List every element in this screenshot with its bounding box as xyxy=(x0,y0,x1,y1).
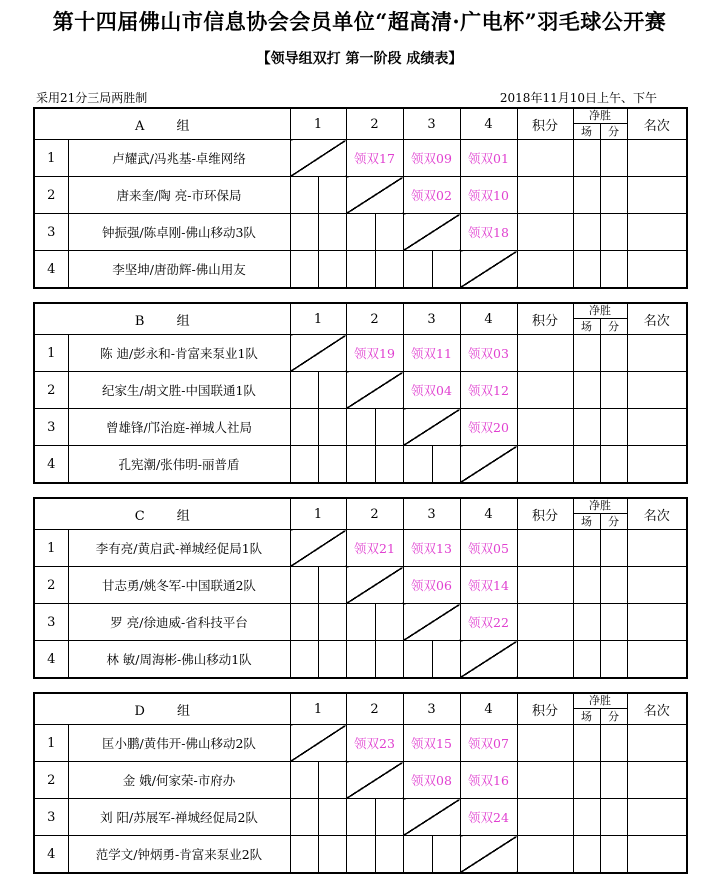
match-cell: 领双03 xyxy=(460,335,517,372)
group-name: D 组 xyxy=(34,693,290,725)
diagonal-cell xyxy=(460,446,517,484)
net-point-cell xyxy=(600,335,627,372)
net-game-cell xyxy=(573,446,600,484)
score-header: 积分 xyxy=(517,108,573,140)
diagonal-cell xyxy=(403,799,460,836)
col-header-1: 1 xyxy=(290,303,346,335)
row-number: 2 xyxy=(34,567,68,604)
page-subtitle: 【领导组双打 第一阶段 成绩表】 xyxy=(256,51,463,67)
split-cell xyxy=(290,372,346,409)
match-cell: 领双24 xyxy=(460,799,517,836)
net-game-cell xyxy=(573,762,600,799)
team-name: 金 娥/何家荣-市府办 xyxy=(68,762,290,799)
team-name: 罗 亮/徐迪威-省科技平台 xyxy=(68,604,290,641)
diagonal-cell xyxy=(403,214,460,251)
match-cell: 领双04 xyxy=(403,372,460,409)
team-name: 钟振强/陈卓刚-佛山移动3队 xyxy=(68,214,290,251)
net-point-label: 分 xyxy=(608,515,619,528)
col-header-4: 4 xyxy=(460,108,517,140)
diagonal-cell xyxy=(290,335,346,372)
rank-cell xyxy=(627,409,687,446)
row-number: 3 xyxy=(34,214,68,251)
net-point-cell xyxy=(600,762,627,799)
net-point-cell xyxy=(600,409,627,446)
rank-cell xyxy=(627,446,687,484)
table-row xyxy=(34,177,687,214)
rank-cell xyxy=(627,762,687,799)
table-row xyxy=(34,799,687,836)
rank-header: 名次 xyxy=(627,303,687,335)
row-number: 1 xyxy=(34,335,68,372)
net-win-label: 净胜 xyxy=(574,694,627,709)
diagonal-cell xyxy=(290,725,346,762)
rank-cell xyxy=(627,567,687,604)
score-cell xyxy=(517,641,573,679)
row-number: 4 xyxy=(34,836,68,874)
col-header-1: 1 xyxy=(290,693,346,725)
split-cell xyxy=(403,836,460,874)
row-number: 4 xyxy=(34,251,68,289)
split-cell xyxy=(290,214,346,251)
score-header: 积分 xyxy=(517,498,573,530)
rank-cell xyxy=(627,836,687,874)
net-point-cell xyxy=(600,530,627,567)
net-game-cell xyxy=(573,725,600,762)
col-header-2: 2 xyxy=(346,303,403,335)
table-row xyxy=(34,567,687,604)
score-cell xyxy=(517,177,573,214)
match-cell: 领双07 xyxy=(460,725,517,762)
score-header: 积分 xyxy=(517,303,573,335)
team-name: 范学文/钟炳勇-肯富来泵业2队 xyxy=(68,836,290,874)
net-game-cell xyxy=(573,567,600,604)
net-game-cell xyxy=(573,641,600,679)
row-number: 2 xyxy=(34,372,68,409)
net-point-cell xyxy=(600,725,627,762)
table-row xyxy=(34,335,687,372)
match-cell: 领双20 xyxy=(460,409,517,446)
net-win-header xyxy=(573,498,627,530)
net-game-cell xyxy=(573,177,600,214)
score-header: 积分 xyxy=(517,693,573,725)
score-cell xyxy=(517,446,573,484)
table-row xyxy=(34,214,687,251)
score-cell xyxy=(517,251,573,289)
diagonal-cell xyxy=(460,836,517,874)
split-cell xyxy=(403,641,460,679)
diagonal-cell xyxy=(346,762,403,799)
col-header-4: 4 xyxy=(460,303,517,335)
rank-header: 名次 xyxy=(627,108,687,140)
row-number: 1 xyxy=(34,725,68,762)
split-cell xyxy=(346,251,403,289)
col-header-2: 2 xyxy=(346,108,403,140)
rank-cell xyxy=(627,372,687,409)
rank-cell xyxy=(627,530,687,567)
net-win-label: 净胜 xyxy=(574,304,627,319)
row-number: 3 xyxy=(34,604,68,641)
net-point-cell xyxy=(600,140,627,177)
net-game-label: 场 xyxy=(574,319,601,334)
match-cell: 领双10 xyxy=(460,177,517,214)
diagonal-cell xyxy=(460,641,517,679)
net-game-cell xyxy=(573,251,600,289)
rank-cell xyxy=(627,140,687,177)
rank-cell xyxy=(627,177,687,214)
team-name: 唐来奎/陶 亮-市环保局 xyxy=(68,177,290,214)
score-cell xyxy=(517,530,573,567)
split-cell xyxy=(346,799,403,836)
col-header-4: 4 xyxy=(460,498,517,530)
match-cell: 领双13 xyxy=(403,530,460,567)
net-win-header xyxy=(573,303,627,335)
match-cell: 领双06 xyxy=(403,567,460,604)
net-point-cell xyxy=(600,604,627,641)
match-cell: 领双22 xyxy=(460,604,517,641)
net-point-cell xyxy=(600,836,627,874)
group-name: C 组 xyxy=(34,498,290,530)
table-row xyxy=(34,762,687,799)
net-game-cell xyxy=(573,799,600,836)
split-cell xyxy=(290,641,346,679)
match-cell: 领双08 xyxy=(403,762,460,799)
team-name: 卢耀武/冯兆基-卓维网络 xyxy=(68,140,290,177)
col-header-3: 3 xyxy=(403,693,460,725)
scoring-rule: 采用21分三局两胜制 xyxy=(36,91,148,105)
col-header-2: 2 xyxy=(346,693,403,725)
score-cell xyxy=(517,836,573,874)
net-game-cell xyxy=(573,836,600,874)
match-cell: 领双09 xyxy=(403,140,460,177)
row-number: 3 xyxy=(34,799,68,836)
net-game-label: 场 xyxy=(574,514,601,529)
table-row xyxy=(34,604,687,641)
rank-header: 名次 xyxy=(627,498,687,530)
split-cell xyxy=(290,446,346,484)
score-cell xyxy=(517,214,573,251)
split-cell xyxy=(290,604,346,641)
match-cell: 领双01 xyxy=(460,140,517,177)
net-game-cell xyxy=(573,604,600,641)
diagonal-cell xyxy=(290,530,346,567)
match-cell: 领双14 xyxy=(460,567,517,604)
group-table-c xyxy=(33,497,688,679)
net-game-label: 场 xyxy=(574,124,601,139)
col-header-3: 3 xyxy=(403,108,460,140)
net-point-cell xyxy=(600,567,627,604)
team-name: 刘 阳/苏展军-禅城经促局2队 xyxy=(68,799,290,836)
col-header-3: 3 xyxy=(403,498,460,530)
diagonal-cell xyxy=(290,140,346,177)
split-cell xyxy=(290,409,346,446)
rank-cell xyxy=(627,251,687,289)
net-point-cell xyxy=(600,177,627,214)
table-row xyxy=(34,409,687,446)
match-cell: 领双17 xyxy=(346,140,403,177)
diagonal-cell xyxy=(346,372,403,409)
col-header-2: 2 xyxy=(346,498,403,530)
split-cell xyxy=(290,251,346,289)
team-name: 曾雄锋/邝治庭-禅城人社局 xyxy=(68,409,290,446)
match-cell: 领双23 xyxy=(346,725,403,762)
rank-cell xyxy=(627,335,687,372)
match-cell: 领双19 xyxy=(346,335,403,372)
col-header-4: 4 xyxy=(460,693,517,725)
diagonal-cell xyxy=(403,604,460,641)
rank-cell xyxy=(627,641,687,679)
split-cell xyxy=(403,446,460,484)
team-name: 甘志勇/姚冬军-中国联通2队 xyxy=(68,567,290,604)
event-date: 2018年11月10日上午、下午 xyxy=(499,91,657,105)
split-cell xyxy=(403,251,460,289)
diagonal-cell xyxy=(346,177,403,214)
net-win-label: 净胜 xyxy=(574,499,627,514)
group-table-b xyxy=(33,302,688,484)
rank-cell xyxy=(627,725,687,762)
table-row xyxy=(34,530,687,567)
table-row xyxy=(34,836,687,874)
rank-cell xyxy=(627,604,687,641)
team-name: 匡小鹏/黄伟开-佛山移动2队 xyxy=(68,725,290,762)
split-cell xyxy=(346,446,403,484)
net-point-label: 分 xyxy=(608,710,619,723)
net-game-label: 场 xyxy=(574,709,601,724)
net-game-cell xyxy=(573,214,600,251)
split-cell xyxy=(290,836,346,874)
table-row xyxy=(34,725,687,762)
score-cell xyxy=(517,409,573,446)
split-cell xyxy=(346,214,403,251)
net-win-label: 净胜 xyxy=(574,109,627,124)
row-number: 1 xyxy=(34,140,68,177)
team-name: 林 敏/周海彬-佛山移动1队 xyxy=(68,641,290,679)
score-cell xyxy=(517,567,573,604)
net-point-cell xyxy=(600,251,627,289)
table-row xyxy=(34,641,687,679)
split-cell xyxy=(346,409,403,446)
score-cell xyxy=(517,372,573,409)
net-win-header xyxy=(573,693,627,725)
match-cell: 领双12 xyxy=(460,372,517,409)
team-name: 李有亮/黄启武-禅城经促局1队 xyxy=(68,530,290,567)
page-title: 第十四届佛山市信息协会会员单位“超高清·广电杯”羽毛球公开赛 xyxy=(52,9,667,34)
net-point-label: 分 xyxy=(608,320,619,333)
group-table-a xyxy=(33,107,688,289)
score-cell xyxy=(517,725,573,762)
split-cell xyxy=(290,177,346,214)
split-cell xyxy=(346,836,403,874)
net-game-cell xyxy=(573,140,600,177)
split-cell xyxy=(290,799,346,836)
diagonal-cell xyxy=(346,567,403,604)
col-header-1: 1 xyxy=(290,498,346,530)
net-point-cell xyxy=(600,372,627,409)
net-point-label: 分 xyxy=(608,125,619,138)
group-name: B 组 xyxy=(34,303,290,335)
row-number: 3 xyxy=(34,409,68,446)
score-cell xyxy=(517,140,573,177)
net-game-cell xyxy=(573,530,600,567)
net-point-cell xyxy=(600,446,627,484)
table-row xyxy=(34,251,687,289)
score-cell xyxy=(517,604,573,641)
net-game-cell xyxy=(573,335,600,372)
split-cell xyxy=(346,641,403,679)
net-point-cell xyxy=(600,799,627,836)
match-cell: 领双15 xyxy=(403,725,460,762)
score-cell xyxy=(517,799,573,836)
table-row xyxy=(34,446,687,484)
rank-header: 名次 xyxy=(627,693,687,725)
score-cell xyxy=(517,762,573,799)
net-game-cell xyxy=(573,409,600,446)
net-win-header xyxy=(573,108,627,140)
table-row xyxy=(34,140,687,177)
group-name: A 组 xyxy=(34,108,290,140)
net-point-cell xyxy=(600,214,627,251)
diagonal-cell xyxy=(460,251,517,289)
team-name: 李坚坤/唐劭辉-佛山用友 xyxy=(68,251,290,289)
col-header-1: 1 xyxy=(290,108,346,140)
row-number: 2 xyxy=(34,177,68,214)
row-number: 2 xyxy=(34,762,68,799)
diagonal-cell xyxy=(403,409,460,446)
match-cell: 领双16 xyxy=(460,762,517,799)
row-number: 4 xyxy=(34,641,68,679)
team-name: 纪家生/胡文胜-中国联通1队 xyxy=(68,372,290,409)
team-name: 孔宪潮/张伟明-丽普盾 xyxy=(68,446,290,484)
row-number: 4 xyxy=(34,446,68,484)
net-game-cell xyxy=(573,372,600,409)
match-cell: 领双21 xyxy=(346,530,403,567)
split-cell xyxy=(290,567,346,604)
table-row xyxy=(34,372,687,409)
match-cell: 领双02 xyxy=(403,177,460,214)
team-name: 陈 迪/彭永和-肯富来泵业1队 xyxy=(68,335,290,372)
split-cell xyxy=(290,762,346,799)
match-cell: 领双05 xyxy=(460,530,517,567)
net-point-cell xyxy=(600,641,627,679)
group-table-d xyxy=(33,692,688,874)
split-cell xyxy=(346,604,403,641)
rank-cell xyxy=(627,799,687,836)
row-number: 1 xyxy=(34,530,68,567)
match-cell: 领双18 xyxy=(460,214,517,251)
match-cell: 领双11 xyxy=(403,335,460,372)
score-cell xyxy=(517,335,573,372)
rank-cell xyxy=(627,214,687,251)
col-header-3: 3 xyxy=(403,303,460,335)
